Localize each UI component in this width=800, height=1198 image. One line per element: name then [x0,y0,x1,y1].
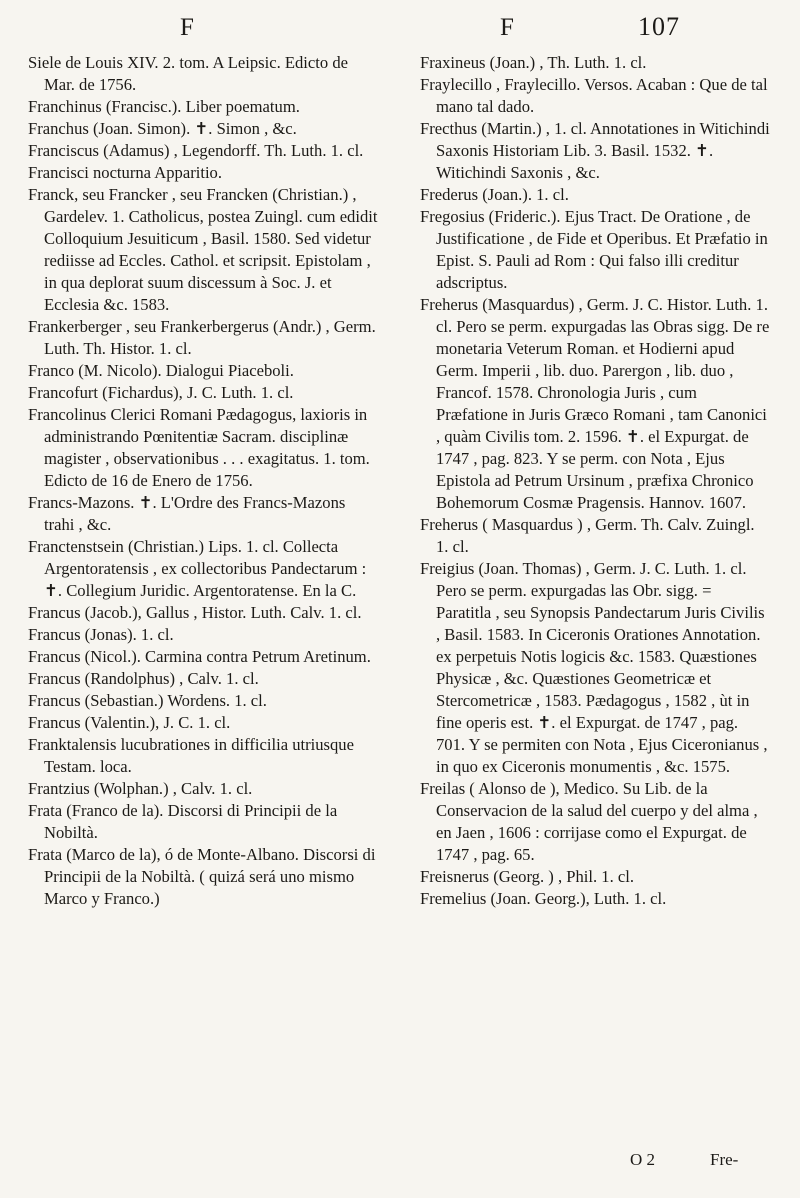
entry: Francus (Nicol.). Carmina contra Petrum Aretinum. [28,647,371,666]
entry: Frederus (Joan.). 1. cl. [420,185,569,204]
entry: Frecthus (Martin.) , 1. cl. Annotationes in Witichindi Saxonis Historiam Lib. 3. Basil. 1532. ✝. Witichindi Saxonis , &c. [420,119,770,182]
entry: Franchinus (Francisc.). Liber poematum. [28,97,300,116]
entry: Frata (Marco de la), ó de Monte-Albano. Discorsi di Principii de la Nobiltà. ( quizá será uno mismo Marco y Franco.) [28,845,376,908]
left-column [28,52,378,910]
entry: Fraxineus (Joan.) , Th. Luth. 1. cl. [420,53,647,72]
entry: Fregosius (Frideric.). Ejus Tract. De Oratione , de Justificatione , de Fide et Operibus. Et Præfatio in Epist. S. Pauli ad Rom : Qui falso illi creditur adscriptus. [420,207,768,292]
entry: Freisnerus (Georg. ) , Phil. 1. cl. [420,867,635,886]
entry: Francus (Jonas). 1. cl. [28,625,174,644]
page-number: 107 [638,12,680,41]
entry: Francs-Mazons. ✝. L'Ordre des Francs-Mazons trahi , &c. [28,493,346,534]
catchword: Fre- [710,1150,739,1169]
entry: Francus (Sebastian.) Wordens. 1. cl. [28,691,267,710]
entry: Frantzius (Wolphan.) , Calv. 1. cl. [28,779,253,798]
entry: Freigius (Joan. Thomas) , Germ. J. C. Luth. 1. cl. Pero se perm. expurgadas las Obr. sigg. = Paratitla , seu Synopsis Pandectarum Juris Civilis , Basil. 1583. In Ciceronis Orationes Annotation. ex perpetuis Notis logicis &c. 1583. Quæstiones Physicæ , &c. Quæstiones Geometricæ et Stercometricæ , 1583. Pædagogus , 1582 , ùt in fine operis est. ✝. el Expurgat. de 1747 , pag. 701. Y se permiten con Nota , Ejus Ciceronianus , in quo ex Ciceronis monumentis , &c. 1575. [420,559,768,776]
header-letter-left: F [180,14,195,41]
entry: Franctenstsein (Christian.) Lips. 1. cl. Collecta Argentoratensis , ex collectoribus Pandectarum : ✝. Collegium Juridic. Argentoratense. En la C. [28,537,367,600]
signature-mark: O 2 [630,1150,656,1169]
entry: Freilas ( Alonso de ), Medico. Su Lib. de la Conservacion de la salud del cuerpo y del alma , en Jaen , 1606 : corrijase como el Expurgat. de 1747 , pag. 65. [420,779,758,864]
entry: Francus (Valentin.), J. C. 1. cl. [28,713,231,732]
entry: Francolinus Clerici Romani Pædagogus, laxioris in administrando Pœnitentiæ Sacram. disciplinæ magister , observationibus . . . exagitatus. 1. tom. Edicto de 16 de Enero de 1756. [28,405,370,490]
entry: Francofurt (Fichardus), J. C. Luth. 1. cl. [28,383,294,402]
entry: Francisci nocturna Apparitio. [28,163,223,182]
entry: Franchus (Joan. Simon). ✝. Simon , &c. [28,119,297,138]
entry: Fraylecillo , Fraylecillo. Versos. Acaban : Que de tal mano tal dado. [420,75,768,116]
right-column [420,52,770,910]
entry: Franck, seu Francker , seu Francken (Christian.) , Gardelev. 1. Catholicus, postea Zuingl. cum edidit Colloquium Jesuiticum , Basil. 1580. Sed videtur rediisse ad Eccles. Cathol. et scripsit. Epistolam , in qua deplorat suum discessum à Soc. J. et Ecclesia &c. 1583. [28,185,378,314]
entry: Fremelius (Joan. Georg.), Luth. 1. cl. [420,889,667,908]
entry: Francus (Randolphus) , Calv. 1. cl. [28,669,259,688]
entry: Freherus ( Masquardus ) , Germ. Th. Calv. Zuingl. 1. cl. [420,515,755,556]
entry: Franciscus (Adamus) , Legendorff. Th. Luth. 1. cl. [28,141,364,160]
entry: Francus (Jacob.), Gallus , Histor. Luth. Calv. 1. cl. [28,603,362,622]
entry: Siele de Louis XIV. 2. tom. A Leipsic. Edicto de Mar. de 1756. [28,53,349,94]
header-letter-right: F [500,14,515,41]
entry: Frata (Franco de la). Discorsi di Principii de la Nobiltà. [28,801,338,842]
entry: Franktalensis lucubrationes in difficilia utriusque Testam. loca. [28,735,354,776]
entry: Frankerberger , seu Frankerbergerus (Andr.) , Germ. Luth. Th. Histor. 1. cl. [28,317,376,358]
entry: Franco (M. Nicolo). Dialogui Piaceboli. [28,361,294,380]
entry: Freherus (Masquardus) , Germ. J. C. Histor. Luth. 1. cl. Pero se perm. expurgadas las Obras sigg. De re monetaria Veterum Roman. et Hodierni apud Germ. Imperii , lib. duo. Parergon , lib. duo , Francof. 1578. Chronologia Juris , cum Præfatione in Juris Græco Romani , tam Canonici , quàm Civilis tom. 2. 1596. ✝. el Expurgat. de 1747 , pag. 823. Y se perm. con Nota , Ejus Epistola ad Petrum Ursinum , præfixa Chronico Bohemorum Cosmæ Pragensis. Hannov. 1607. [420,295,770,512]
